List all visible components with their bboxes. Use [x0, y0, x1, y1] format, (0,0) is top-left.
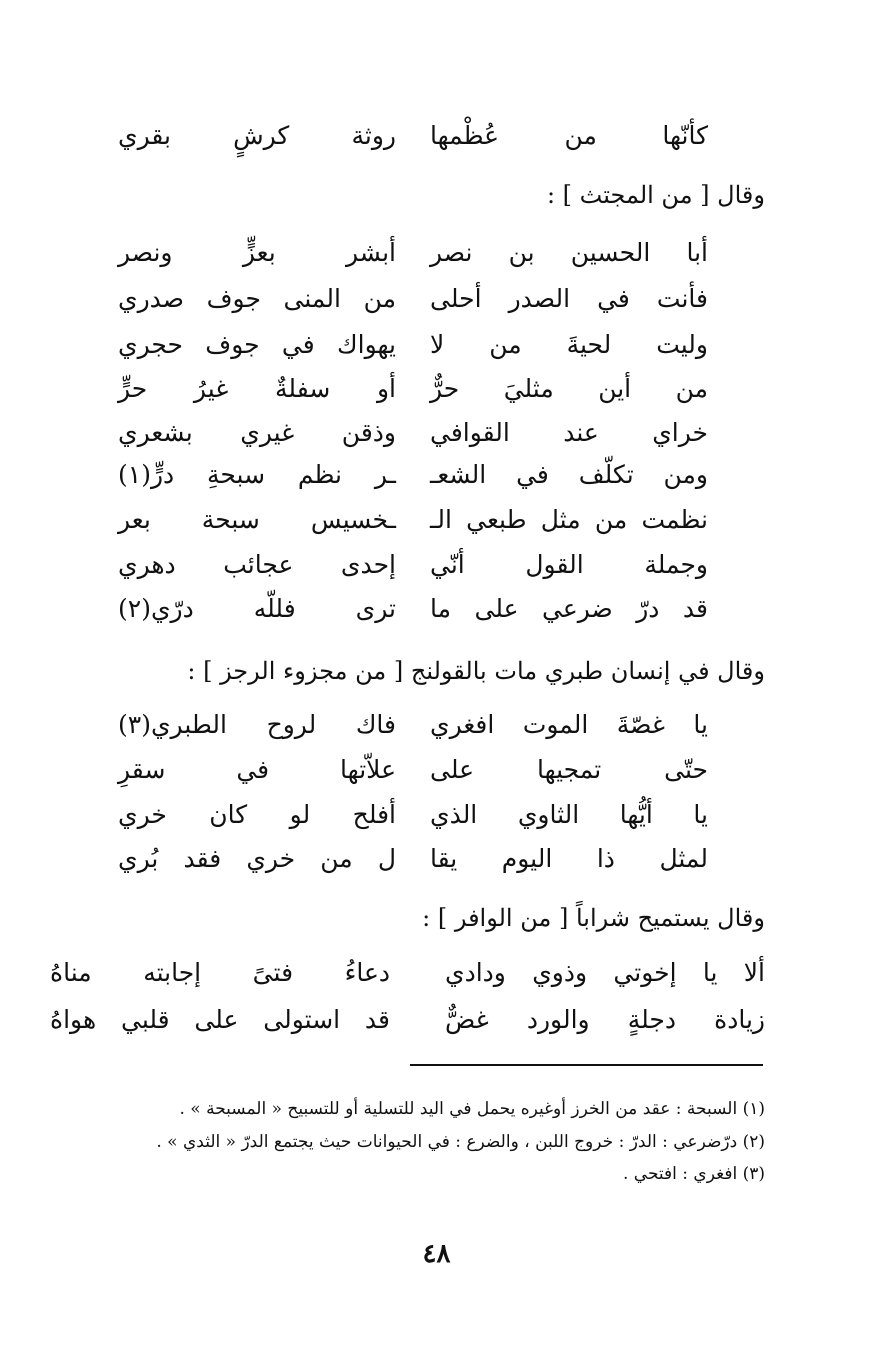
verse-sadr: زيادة دجلةٍ والورد غضٌّ [445, 1005, 765, 1034]
verse-ajuz: دعاءُ فتىً إجابته مناهُ [50, 958, 390, 987]
verse-ajuz: أفلح لو كان خري [118, 800, 396, 829]
footnote-2: (٢) درّضرعي : الدرّ : خروج اللبن ، والضرع : في الحيوانات حيث يجتمع الدرّ « الثدي » . [156, 1132, 765, 1152]
verse-ajuz: ترى فللّه درّي(٢) [118, 594, 396, 623]
verse-ajuz: ل من خري فقد بُري [118, 844, 396, 873]
verse-ajuz: روثة كرشٍ بقري [118, 121, 396, 150]
verse-sadr: من أين مثليَ حرٌّ [430, 374, 708, 403]
verse [118, 279, 708, 319]
verse-sadr: أبا الحسين بن نصر [430, 238, 708, 267]
verse-sadr: لمثل ذا اليوم يقا [430, 844, 708, 873]
verse-sadr: وليت لحيةَ من لا [430, 330, 708, 359]
verse-sadr: نظمت من مثل طبعي الـ [430, 505, 708, 534]
verse-sadr: وجملة القول أنّي [430, 550, 708, 579]
verse-ajuz: إحدى عجائب دهري [118, 550, 396, 579]
poem-intro-3: وقال يستميح شراباً [ من الوافر ] : [422, 904, 765, 932]
verse-sadr: حتّى تمجيها على [430, 755, 708, 784]
verse [118, 500, 708, 540]
verse [50, 1000, 765, 1040]
verse-ajuz: ـر نظم سبحةِ درٍّ(١) [118, 460, 396, 489]
verse [118, 750, 708, 790]
verse [118, 325, 708, 365]
verse-ajuz: فاك لروح الطبري(٣) [118, 710, 396, 739]
verse-sadr: يا أيُّها الثاوي الذي [430, 800, 708, 829]
verse-ajuz: أبشر بعزٍّ ونصر [118, 238, 396, 267]
verse-ajuz: يهواك في جوف حجري [118, 330, 396, 359]
verse-ajuz: وذقن غيري بشعري [118, 418, 396, 447]
verse-sadr: يا غصّةَ الموت افغري [430, 710, 708, 739]
verse-sadr: كأنّها من عُظْمها [430, 121, 708, 150]
verse-sadr: ومن تكلّف في الشعـ [430, 460, 708, 489]
verse [118, 369, 708, 409]
page-number: ٤٨ [422, 1239, 451, 1269]
poem-intro-2: وقال في إنسان طبري مات بالقولنج [ من مجزوء الرجز ] : [187, 657, 765, 685]
verse-ajuz: علاّتها في سقرِ [118, 755, 396, 784]
verse-ajuz: أو سفلةٌ غيرُ حرٍّ [118, 374, 396, 403]
verse [118, 455, 708, 495]
verse-ajuz: قد استولى على قلبي هواهُ [50, 1005, 390, 1034]
verse [118, 795, 708, 835]
verse-sadr: قد درّ ضرعي على ما [430, 594, 708, 623]
verse-sadr: ألا يا إخوتي وذوي ودادي [445, 958, 765, 987]
verse-ajuz: ـخسيس سبحة بعر [118, 505, 396, 534]
verse [118, 589, 708, 629]
verse [118, 233, 708, 273]
footnote-1: (١) السبحة : عقد من الخرز أوغيره يحمل في اليد للتسلية أو للتسبيح « المسبحة » . [179, 1099, 765, 1119]
verse [118, 413, 708, 453]
footnote-3: (٣) افغري : افتحي . [622, 1164, 765, 1184]
verse-opening [118, 116, 708, 156]
verse-sadr: خراي عند القوافي [430, 418, 708, 447]
footnote-divider [410, 1064, 763, 1066]
verse-sadr: فأنت في الصدر أحلى [430, 284, 708, 313]
verse [118, 839, 708, 879]
verse [50, 953, 765, 993]
verse-ajuz: من المنى جوف صدري [118, 284, 396, 313]
verse [118, 545, 708, 585]
poem-intro-1: وقال [ من المجتث ] : [546, 181, 765, 209]
verse [118, 705, 708, 745]
